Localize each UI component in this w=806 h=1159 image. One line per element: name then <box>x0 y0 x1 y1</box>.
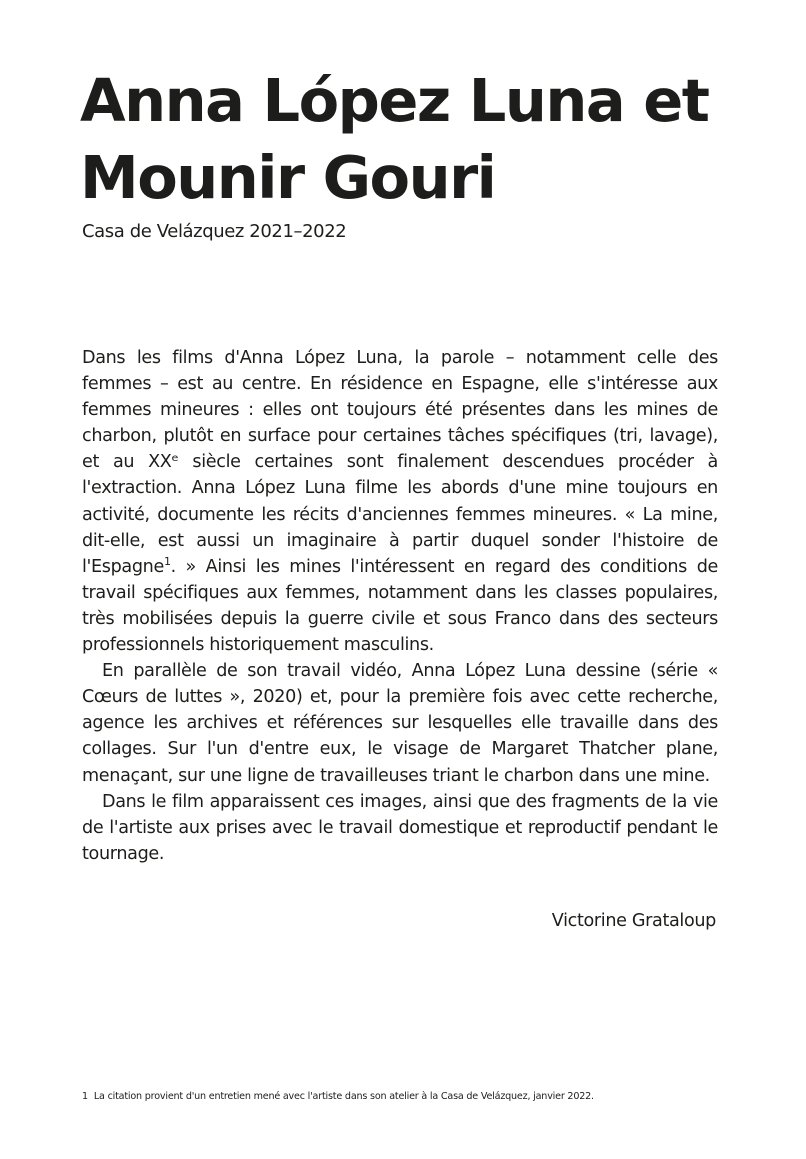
footnote-number: 1 <box>82 1091 88 1102</box>
footnote-reference[interactable]: 1 <box>163 554 171 568</box>
author-signature: Victorine Grataloup <box>551 911 716 931</box>
footnote-text: La citation provient d'un entretien mené avec l'artiste dans son atelier à la Casa de Velázquez, janvier 2022. <box>93 1091 594 1102</box>
article-body <box>82 345 718 867</box>
page-title <box>80 62 760 216</box>
footnote <box>82 1090 722 1104</box>
paragraph-1 <box>82 345 718 658</box>
subtitle: Casa de Velázquez 2021–2022 <box>82 221 347 242</box>
paragraph-2: En parallèle de son travail vidéo, Anna López Luna dessine (série « Cœurs de luttes », 2020) et, pour la première fois avec cette recherche, agence les archives et références sur lesquelles elle travaille dans des collages. Sur l'un d'entre eux, le visage de Margaret Thatcher plane, menaçant, sur une ligne de travailleuses triant le charbon dans une mine. <box>82 661 718 786</box>
paragraph-1-text-a: Dans les films d'Anna López Luna, la parole – notamment celle des femmes – est au centre. En résidence en Espagne, elle s'intéresse aux femmes mineures : elles ont toujours été présentes dans les mines de charbon, plutôt en surface pour certaines tâches spécifiques (tri, lavage), et au XXᵉ siècle certaines sont finalement descendues procéder à l'extraction. Anna López Luna filme les abords d'une mine toujours en activité, documente les récits d'anciennes femmes mineures. « La mine, dit-elle, est aussi un imaginaire à partir duquel sonder l'histoire de l'Espagne <box>82 348 718 577</box>
title-line-2: Mounir Gouri <box>80 143 496 212</box>
paragraph-1-text-b: . » Ainsi les mines l'intéressent en regard des conditions de travail spécifiques aux femmes, notamment dans les classes populaires, très mobilisées depuis la guerre civile et sous Franco dans des secteurs professionnels historiquement masculins. <box>82 556 718 656</box>
paragraph-3: Dans le film apparaissent ces images, ainsi que des fragments de la vie de l'artiste aux prises avec le travail domestique et reproductif pendant le tournage. <box>82 791 718 864</box>
title-line-1: Anna López Luna et <box>80 66 709 135</box>
